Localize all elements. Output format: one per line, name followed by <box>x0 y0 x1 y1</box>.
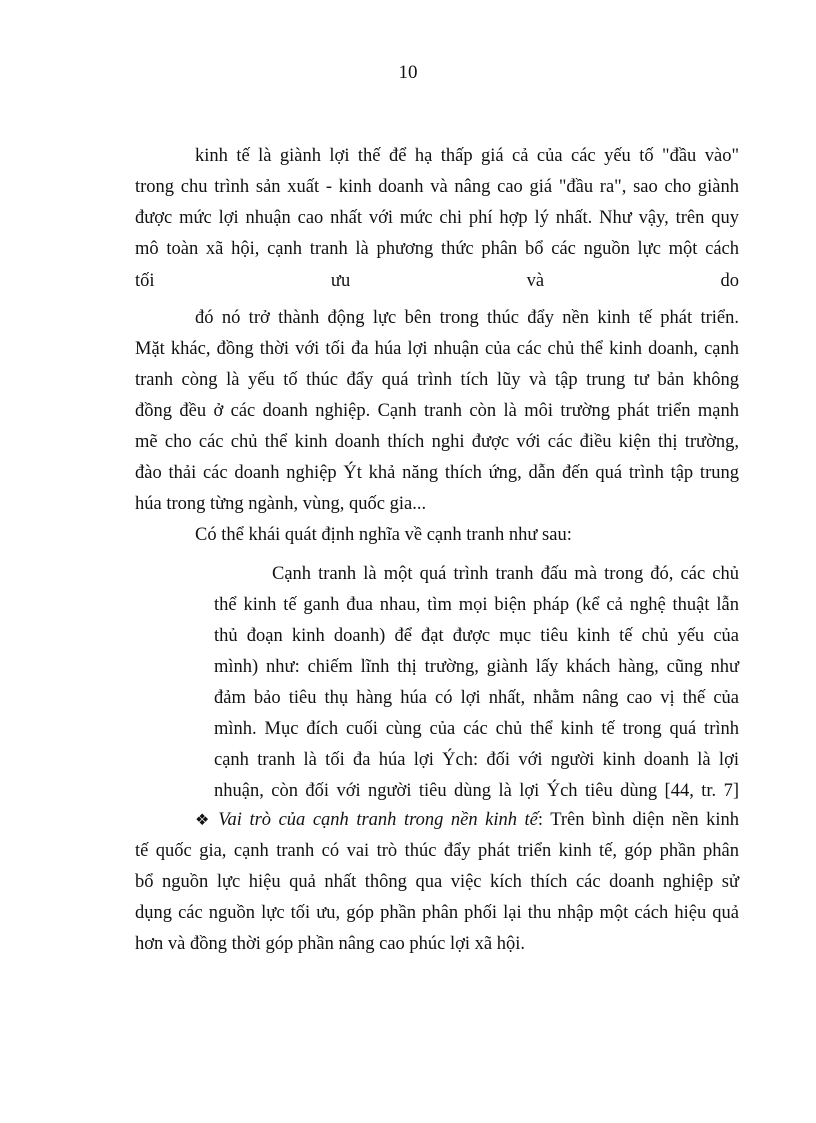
text-line: mẽ cho các chủ thể kinh doanh thích nghi được với các điều kiện thị trường, <box>135 432 739 452</box>
text-line: trong chu trình sản xuất - kinh doanh và nâng cao giá "đầu ra", sao cho giành <box>135 177 739 197</box>
text-line: tối ưu và do <box>135 271 739 291</box>
text-line: hơn và đồng thời góp phần nâng cao phúc lợi xã hội. <box>135 934 526 954</box>
text-line: đồng đều ở các doanh nghiệp. Cạnh tranh còn là môi trường phát triển mạnh <box>135 401 739 421</box>
quote-line: thể kinh tế ganh đua nhau, tìm mọi biện pháp (kể cả nghệ thuật lẫn <box>214 595 739 615</box>
diamond-bullet-icon: ❖ <box>195 812 213 829</box>
quote-line: thủ đoạn kinh doanh) để đạt được mục tiêu kinh tế chủ yếu của <box>214 626 739 646</box>
paragraph-3: Có thể khái quát định nghĩa về cạnh tranh như sau: <box>195 525 572 545</box>
quote-line: mình. Mục đích cuối cùng của các chủ thể kinh tế trong quá trình <box>214 719 739 739</box>
text-line: đào thải các doanh nghiệp Ýt khả năng thích ứng, dẫn đến quá trình tập trung <box>135 463 739 483</box>
quote-line: nhuận, còn đối với người tiêu dùng là lợi Ých tiêu dùng [44, tr. 7] <box>214 781 739 801</box>
quote-line: cạnh tranh là tối đa húa lợi Ých: đối với người kinh doanh là lợi <box>214 750 739 770</box>
quote-line: Cạnh tranh là một quá trình tranh đấu mà trong đó, các chủ <box>272 564 739 584</box>
text-line: mô toàn xã hội, cạnh tranh là phương thức phân bổ các nguồn lực một cách <box>135 239 739 259</box>
quote-line: đảm bảo tiêu thụ hàng húa có lợi nhất, nhằm nâng cao vị thế của <box>214 688 739 708</box>
page-number: 10 <box>398 62 418 83</box>
text-line: tranh còng là yếu tố thúc đẩy quá trình tích lũy và tập trung tư bản không <box>135 370 739 390</box>
bullet-title-rest: : Trên bình diện nền kinh <box>537 810 740 830</box>
text-line: tế quốc gia, cạnh tranh có vai trò thúc đẩy phát triển kinh tế, góp phần phân <box>135 841 739 861</box>
text-line: dụng các nguồn lực tối ưu, góp phần phân phối lại thu nhập một cách hiệu quả <box>135 903 739 923</box>
bullet-title: Vai trò của cạnh tranh trong nền kinh tế <box>218 810 538 830</box>
text-line: bổ nguồn lực hiệu quả nhất thông qua việc kích thích các doanh nghiệp sử <box>135 872 739 892</box>
text-line: Mặt khác, đồng thời với tối đa húa lợi nhuận của các chủ thể kinh doanh, cạnh <box>135 339 739 359</box>
text-line: húa trong từng ngành, vùng, quốc gia... <box>135 494 427 514</box>
text-line: kinh tế là giành lợi thế để hạ thấp giá cả của các yếu tố "đầu vào" <box>195 146 739 166</box>
text-line: đó nó trở thành động lực bên trong thúc đẩy nền kinh tế phát triển. <box>195 308 739 328</box>
quote-line: mình) như: chiếm lĩnh thị trường, giành lấy khách hàng, cũng như <box>214 657 739 677</box>
text-line: được mức lợi nhuận cao nhất với mức chi phí hợp lý nhất. Như vậy, trên quy <box>135 208 739 228</box>
bullet-first-line <box>195 807 739 834</box>
